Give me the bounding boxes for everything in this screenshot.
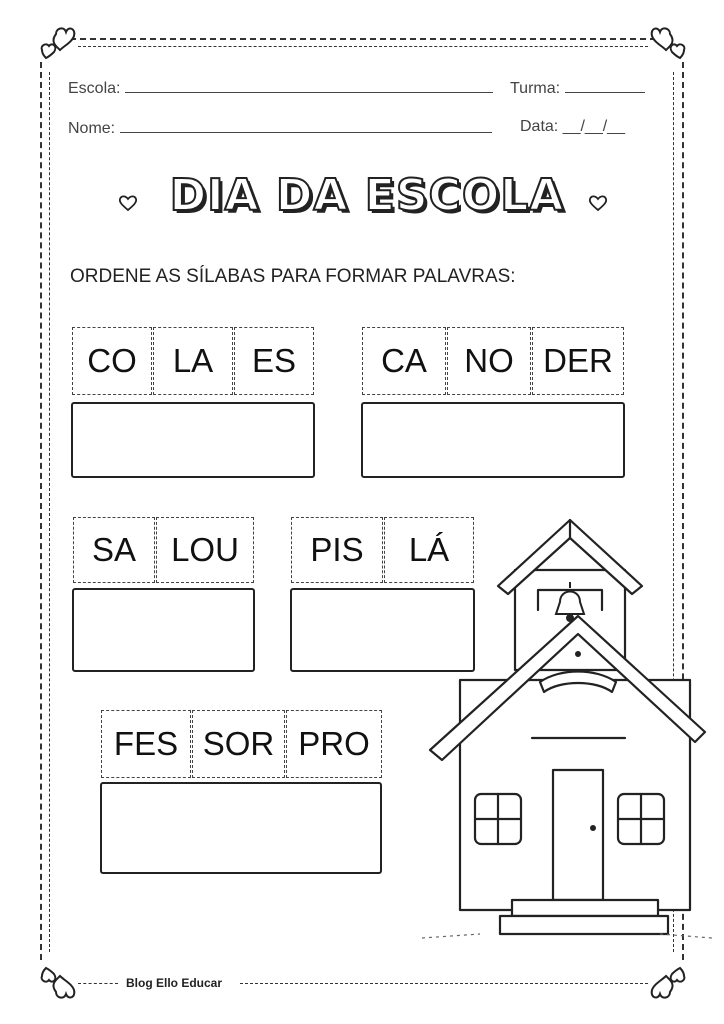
heart-icon [34, 20, 78, 64]
answer-box[interactable] [361, 402, 625, 478]
syllable-tile: SOR [192, 710, 285, 778]
answer-box[interactable] [100, 782, 382, 874]
frame-top [60, 38, 666, 40]
syllable-tile: LÁ [384, 517, 474, 583]
school-house-illustration [420, 510, 715, 950]
frame-left [40, 62, 42, 960]
name-line[interactable] [120, 118, 492, 133]
answer-box[interactable] [71, 402, 315, 478]
heart-icon [118, 194, 138, 212]
name-field[interactable] [68, 118, 492, 138]
date-field[interactable] [520, 118, 625, 136]
syllable-tile: SA [73, 517, 155, 583]
school-line[interactable] [125, 78, 493, 93]
syllable-tile: PIS [291, 517, 383, 583]
answer-box[interactable] [72, 588, 255, 672]
syllable-tile: ES [234, 327, 314, 395]
syllable-tile: FES [101, 710, 191, 778]
school-label: Escola: [68, 80, 121, 97]
syllable-tile: CA [362, 327, 446, 395]
class-label: Turma: [510, 80, 561, 97]
class-line[interactable] [565, 78, 645, 93]
syllable-tile: CO [72, 327, 152, 395]
class-field[interactable] [510, 78, 645, 98]
syllable-tile: NO [447, 327, 531, 395]
heart-icon [648, 20, 692, 64]
instruction-text: ORDENE AS SÍLABAS PARA FORMAR PALAVRAS: [70, 266, 516, 287]
frame-top-inner [78, 46, 648, 47]
syllable-tile: PRO [286, 710, 382, 778]
name-label: Nome: [68, 120, 116, 137]
heart-icon [648, 962, 692, 1006]
frame-bottom-right [240, 983, 648, 984]
school-field[interactable] [68, 78, 493, 98]
syllable-tile: LOU [156, 517, 254, 583]
heart-icon [588, 194, 608, 212]
syllable-tile: LA [153, 327, 233, 395]
date-label: Data: __/__/__ [520, 118, 625, 135]
syllable-tile: DER [532, 327, 624, 395]
footer-credit: Blog Ello Educar [126, 976, 223, 990]
frame-left-inner [49, 72, 50, 952]
frame-bottom-left [78, 983, 118, 984]
heart-icon [34, 962, 78, 1006]
page-title: DIA DA ESCOLA [169, 170, 565, 221]
